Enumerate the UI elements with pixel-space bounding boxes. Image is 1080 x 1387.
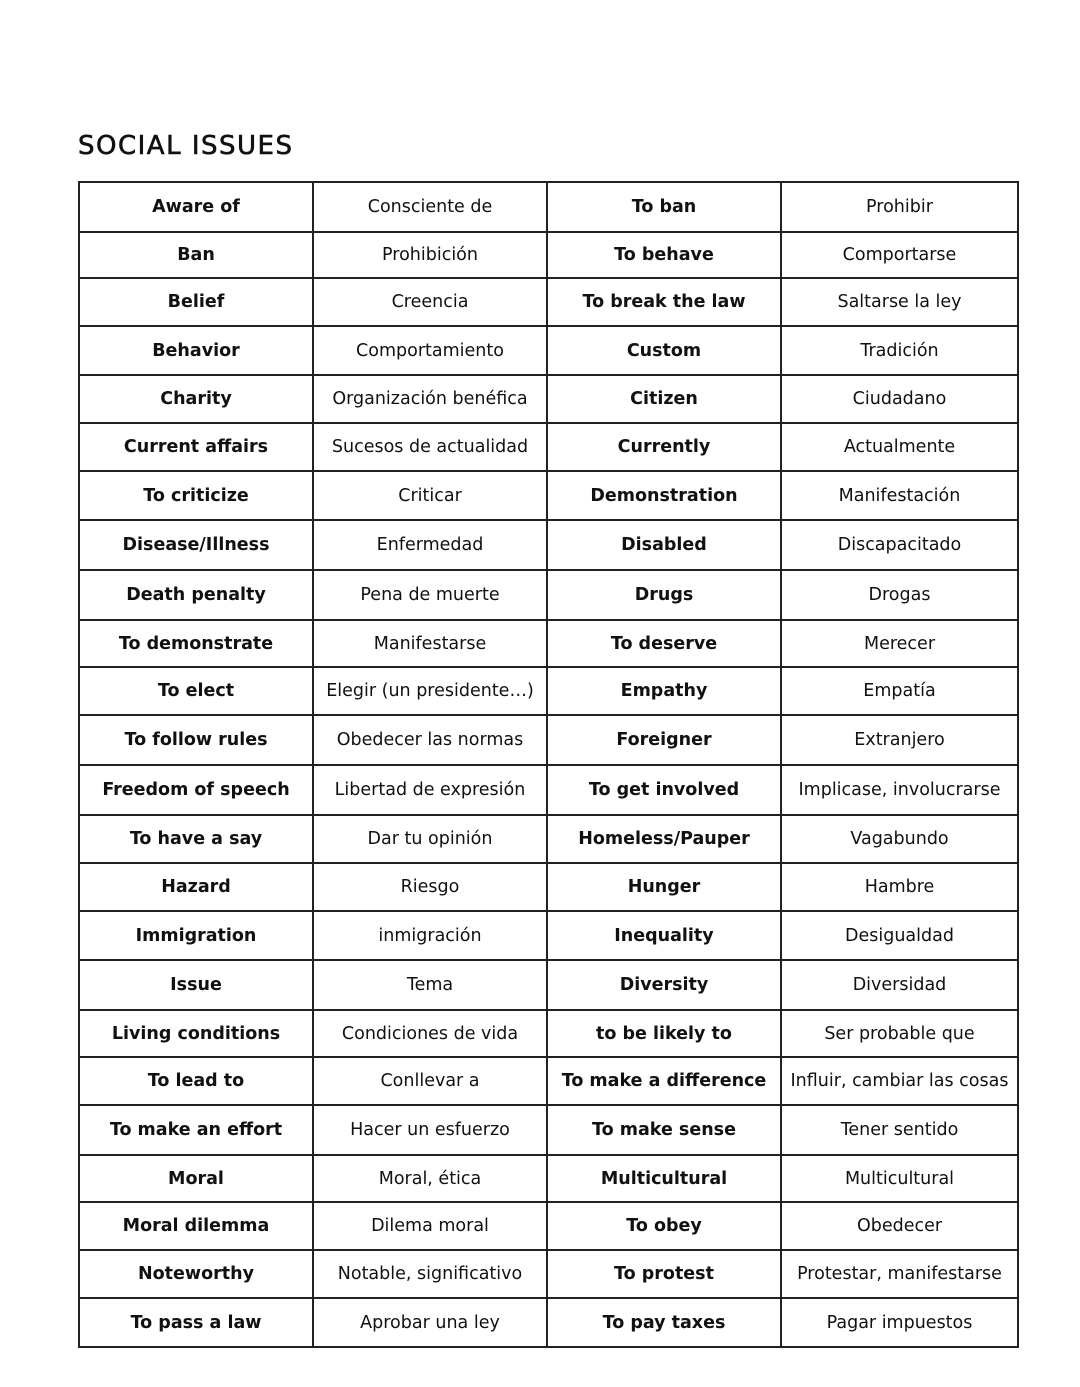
english-term: To behave bbox=[547, 232, 781, 278]
spanish-translation: Tradición bbox=[781, 326, 1018, 375]
spanish-translation: Merecer bbox=[781, 620, 1018, 667]
spanish-translation: Hambre bbox=[781, 863, 1018, 911]
english-term: Moral bbox=[79, 1155, 313, 1202]
table-row bbox=[79, 1202, 1018, 1250]
spanish-translation: Diversidad bbox=[781, 960, 1018, 1010]
spanish-translation: Extranjero bbox=[781, 715, 1018, 765]
spanish-translation: Sucesos de actualidad bbox=[313, 423, 547, 471]
spanish-translation: Hacer un esfuerzo bbox=[313, 1105, 547, 1155]
english-term: To deserve bbox=[547, 620, 781, 667]
english-term: to be likely to bbox=[547, 1010, 781, 1057]
spanish-translation: Tener sentido bbox=[781, 1105, 1018, 1155]
spanish-translation: Moral, ética bbox=[313, 1155, 547, 1202]
spanish-translation: Ciudadano bbox=[781, 375, 1018, 423]
english-term: Currently bbox=[547, 423, 781, 471]
table-row bbox=[79, 182, 1018, 232]
spanish-translation: Enfermedad bbox=[313, 520, 547, 570]
english-term: Noteworthy bbox=[79, 1250, 313, 1298]
spanish-translation: Protestar, manifestarse bbox=[781, 1250, 1018, 1298]
english-term: Disabled bbox=[547, 520, 781, 570]
english-term: To pass a law bbox=[79, 1298, 313, 1347]
english-term: To ban bbox=[547, 182, 781, 232]
spanish-translation: Obedecer bbox=[781, 1202, 1018, 1250]
english-term: Disease/Illness bbox=[79, 520, 313, 570]
spanish-translation: Manifestación bbox=[781, 471, 1018, 520]
english-term: Immigration bbox=[79, 911, 313, 960]
table-row bbox=[79, 815, 1018, 863]
english-term: Behavior bbox=[79, 326, 313, 375]
english-term: To follow rules bbox=[79, 715, 313, 765]
vocabulary-table-body bbox=[79, 182, 1018, 1347]
table-row bbox=[79, 715, 1018, 765]
spanish-translation: Prohibir bbox=[781, 182, 1018, 232]
table-row bbox=[79, 911, 1018, 960]
english-term: Current affairs bbox=[79, 423, 313, 471]
english-term: Living conditions bbox=[79, 1010, 313, 1057]
english-term: To elect bbox=[79, 667, 313, 715]
english-term: To break the law bbox=[547, 278, 781, 326]
english-term: Ban bbox=[79, 232, 313, 278]
table-row bbox=[79, 1155, 1018, 1202]
english-term: Foreigner bbox=[547, 715, 781, 765]
spanish-translation: Dar tu opinión bbox=[313, 815, 547, 863]
english-term: Drugs bbox=[547, 570, 781, 620]
vocabulary-table bbox=[78, 181, 1019, 1348]
table-row bbox=[79, 232, 1018, 278]
spanish-translation: Influir, cambiar las cosas bbox=[781, 1057, 1018, 1105]
table-row bbox=[79, 765, 1018, 815]
english-term: To demonstrate bbox=[79, 620, 313, 667]
english-term: Empathy bbox=[547, 667, 781, 715]
spanish-translation: Ser probable que bbox=[781, 1010, 1018, 1057]
table-row bbox=[79, 326, 1018, 375]
english-term: To pay taxes bbox=[547, 1298, 781, 1347]
spanish-translation: Riesgo bbox=[313, 863, 547, 911]
table-row bbox=[79, 1010, 1018, 1057]
table-row bbox=[79, 375, 1018, 423]
spanish-translation: Obedecer las normas bbox=[313, 715, 547, 765]
spanish-translation: Vagabundo bbox=[781, 815, 1018, 863]
english-term: Issue bbox=[79, 960, 313, 1010]
spanish-translation: Tema bbox=[313, 960, 547, 1010]
english-term: Multicultural bbox=[547, 1155, 781, 1202]
english-term: Death penalty bbox=[79, 570, 313, 620]
english-term: Demonstration bbox=[547, 471, 781, 520]
table-row bbox=[79, 1298, 1018, 1347]
spanish-translation: Conllevar a bbox=[313, 1057, 547, 1105]
table-row bbox=[79, 667, 1018, 715]
spanish-translation: Desigualdad bbox=[781, 911, 1018, 960]
spanish-translation: Consciente de bbox=[313, 182, 547, 232]
spanish-translation: Notable, significativo bbox=[313, 1250, 547, 1298]
spanish-translation: Implicase, involucrarse bbox=[781, 765, 1018, 815]
english-term: To make an effort bbox=[79, 1105, 313, 1155]
english-term: To make a difference bbox=[547, 1057, 781, 1105]
english-term: Homeless/Pauper bbox=[547, 815, 781, 863]
spanish-translation: Discapacitado bbox=[781, 520, 1018, 570]
spanish-translation: Pagar impuestos bbox=[781, 1298, 1018, 1347]
spanish-translation: Organización benéfica bbox=[313, 375, 547, 423]
spanish-translation: inmigración bbox=[313, 911, 547, 960]
english-term: To obey bbox=[547, 1202, 781, 1250]
table-row bbox=[79, 620, 1018, 667]
spanish-translation: Libertad de expresión bbox=[313, 765, 547, 815]
english-term: Freedom of speech bbox=[79, 765, 313, 815]
spanish-translation: Manifestarse bbox=[313, 620, 547, 667]
spanish-translation: Dilema moral bbox=[313, 1202, 547, 1250]
spanish-translation: Comportamiento bbox=[313, 326, 547, 375]
table-row bbox=[79, 278, 1018, 326]
english-term: Hunger bbox=[547, 863, 781, 911]
english-term: Aware of bbox=[79, 182, 313, 232]
english-term: Inequality bbox=[547, 911, 781, 960]
english-term: Diversity bbox=[547, 960, 781, 1010]
table-row bbox=[79, 1105, 1018, 1155]
english-term: To protest bbox=[547, 1250, 781, 1298]
spanish-translation: Multicultural bbox=[781, 1155, 1018, 1202]
table-row bbox=[79, 1057, 1018, 1105]
spanish-translation: Saltarse la ley bbox=[781, 278, 1018, 326]
table-row bbox=[79, 423, 1018, 471]
english-term: To make sense bbox=[547, 1105, 781, 1155]
english-term: Hazard bbox=[79, 863, 313, 911]
spanish-translation: Condiciones de vida bbox=[313, 1010, 547, 1057]
english-term: Charity bbox=[79, 375, 313, 423]
table-row bbox=[79, 520, 1018, 570]
english-term: To have a say bbox=[79, 815, 313, 863]
english-term: Moral dilemma bbox=[79, 1202, 313, 1250]
spanish-translation: Elegir (un presidente…) bbox=[313, 667, 547, 715]
spanish-translation: Criticar bbox=[313, 471, 547, 520]
spanish-translation: Creencia bbox=[313, 278, 547, 326]
spanish-translation: Empatía bbox=[781, 667, 1018, 715]
english-term: To lead to bbox=[79, 1057, 313, 1105]
spanish-translation: Pena de muerte bbox=[313, 570, 547, 620]
table-row bbox=[79, 1250, 1018, 1298]
spanish-translation: Comportarse bbox=[781, 232, 1018, 278]
table-row bbox=[79, 471, 1018, 520]
table-row bbox=[79, 570, 1018, 620]
spanish-translation: Actualmente bbox=[781, 423, 1018, 471]
spanish-translation: Aprobar una ley bbox=[313, 1298, 547, 1347]
spanish-translation: Drogas bbox=[781, 570, 1018, 620]
table-row bbox=[79, 960, 1018, 1010]
page-title: SOCIAL ISSUES bbox=[78, 131, 294, 161]
english-term: Citizen bbox=[547, 375, 781, 423]
english-term: To get involved bbox=[547, 765, 781, 815]
spanish-translation: Prohibición bbox=[313, 232, 547, 278]
english-term: Belief bbox=[79, 278, 313, 326]
english-term: To criticize bbox=[79, 471, 313, 520]
english-term: Custom bbox=[547, 326, 781, 375]
table-row bbox=[79, 863, 1018, 911]
